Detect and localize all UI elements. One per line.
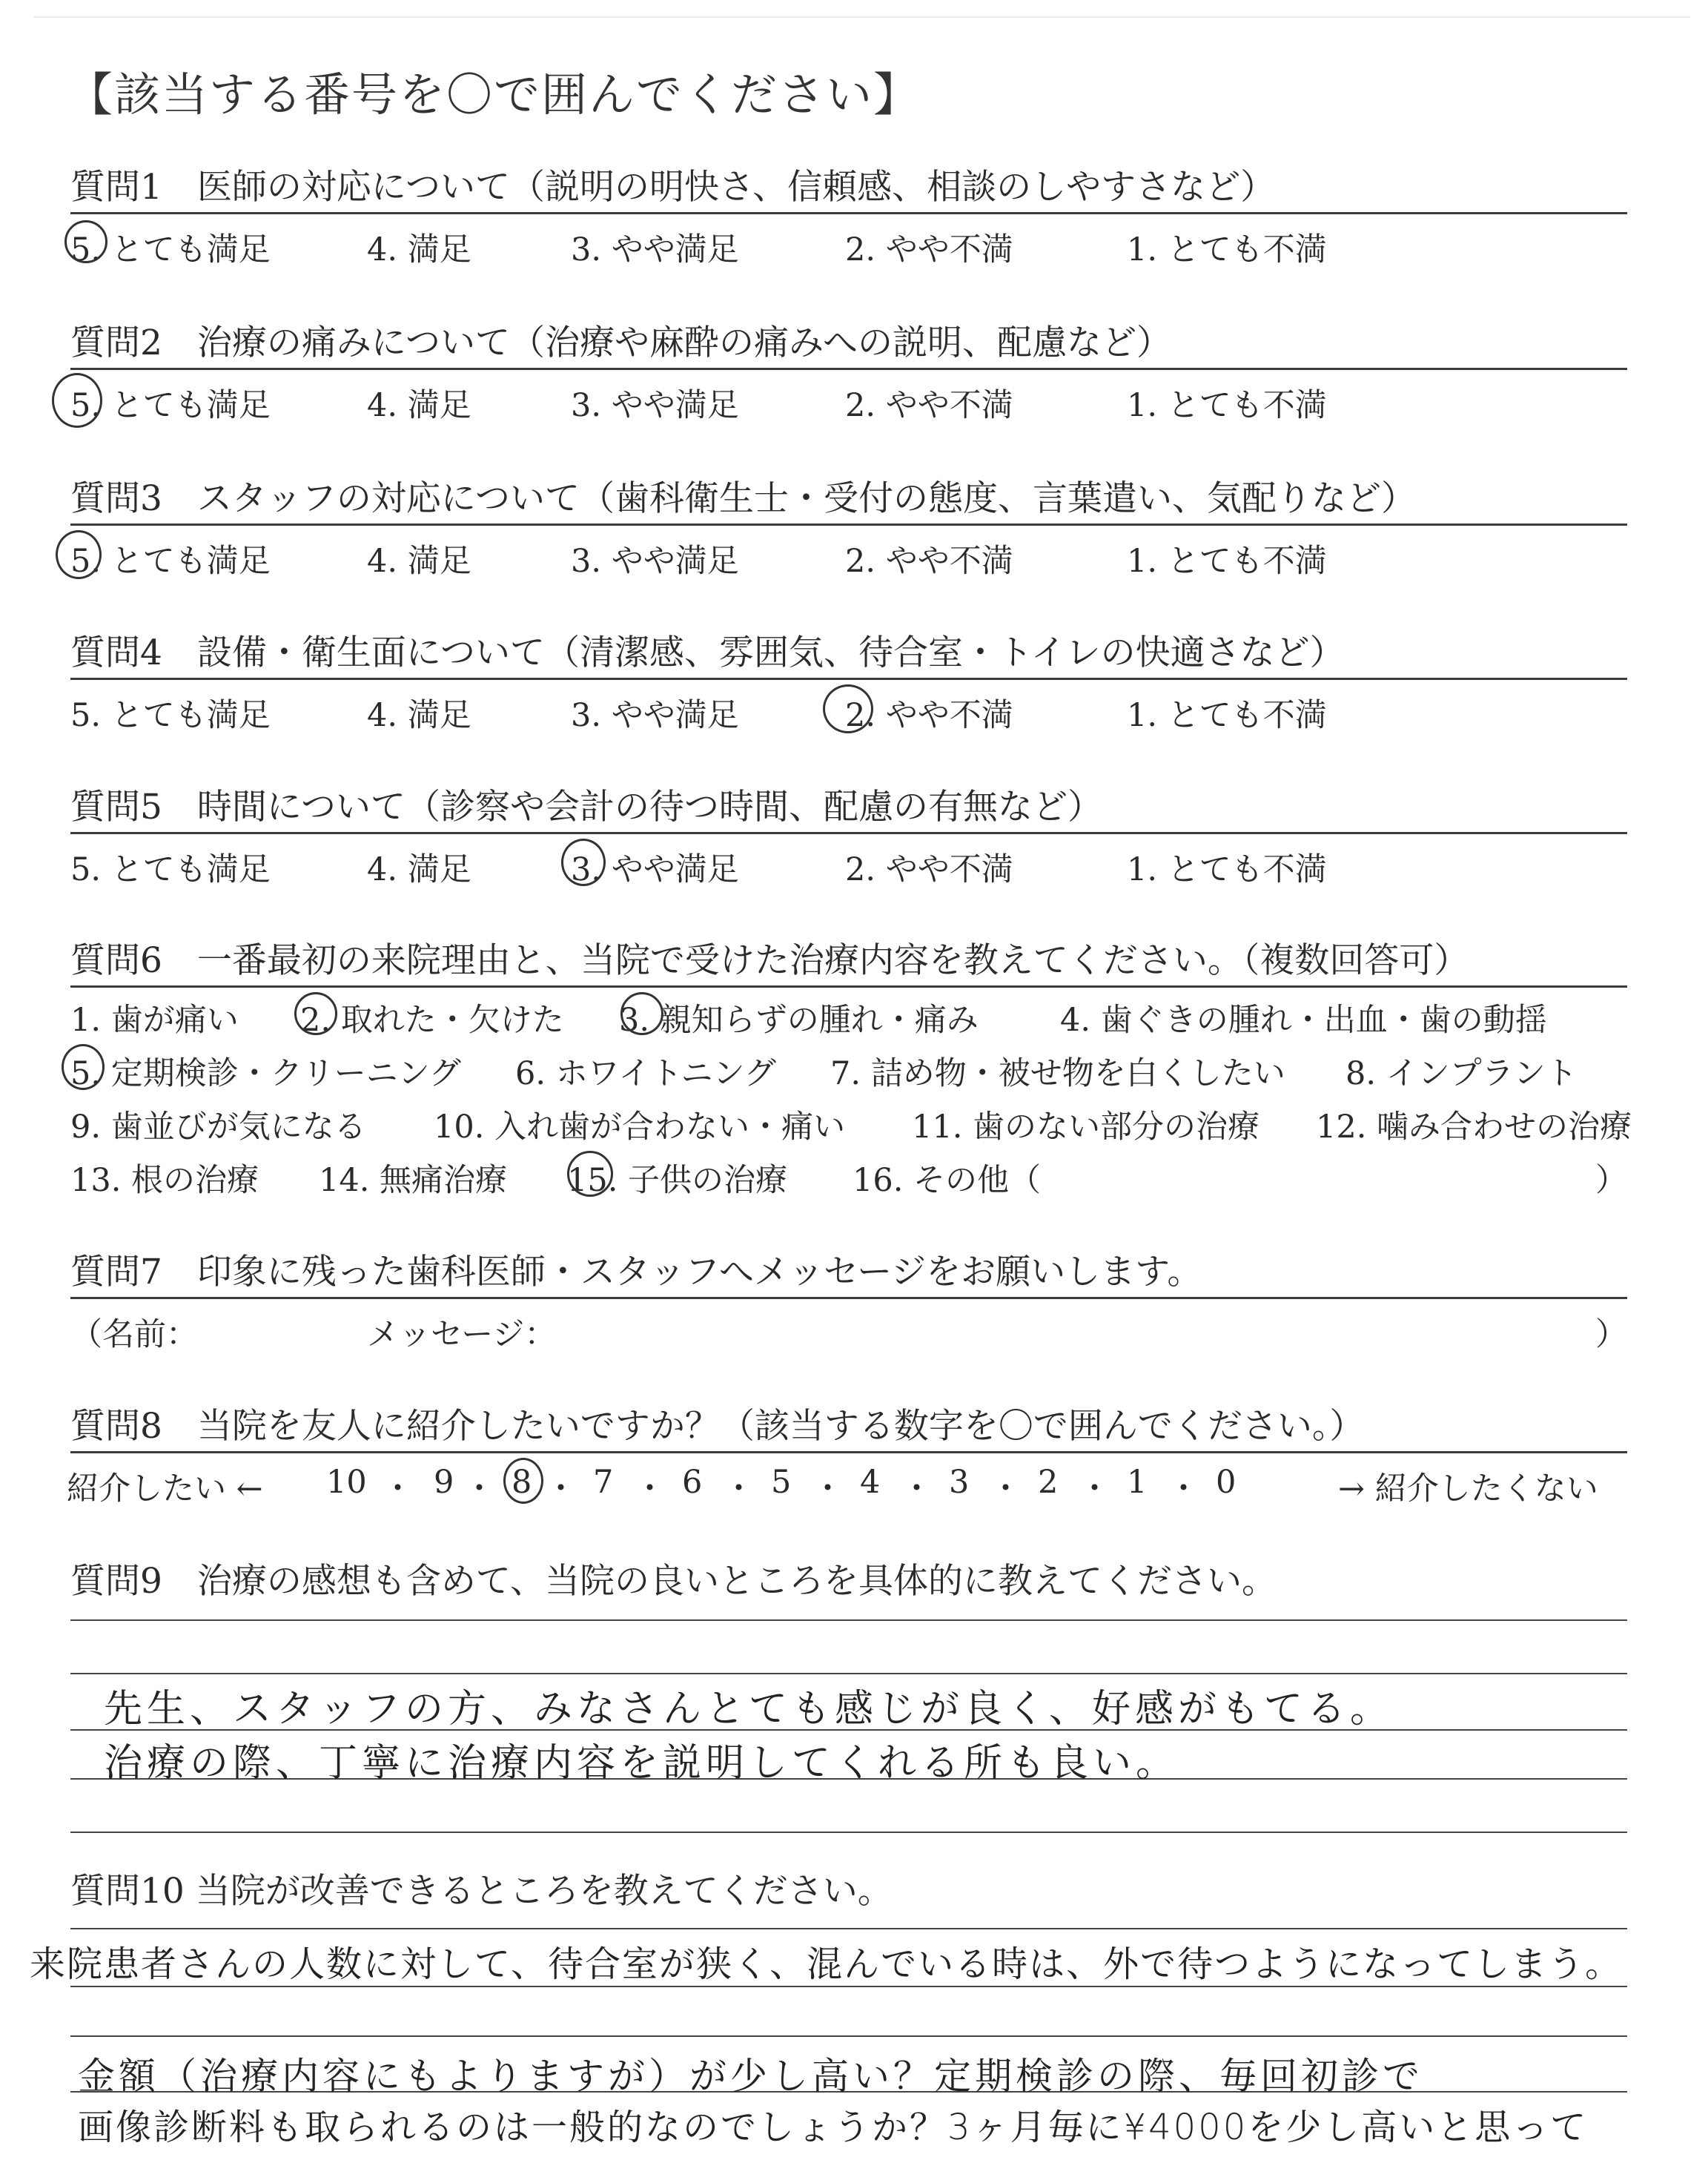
question-5 bbox=[70, 785, 1627, 888]
option-11[interactable]: 11. 歯のない部分の治療 bbox=[912, 1109, 1260, 1146]
option-4[interactable]: 4. 満足 bbox=[367, 697, 471, 734]
option-3[interactable]: 3. やや満足 bbox=[571, 543, 739, 580]
answer-line bbox=[70, 1832, 1627, 1833]
option-15[interactable]: 15. 子供の治療 bbox=[567, 1162, 788, 1199]
selection-circle bbox=[52, 373, 102, 428]
question-2 bbox=[70, 320, 1627, 423]
message-label: メッセージ： bbox=[367, 1316, 557, 1353]
selection-circle bbox=[561, 839, 606, 886]
option-row bbox=[70, 1148, 1627, 1201]
handwritten-answer: 先生、スタッフの方、みなさんとても感じが良く、好感がもてる。 bbox=[104, 1687, 1393, 1731]
option-1[interactable]: 1. とても不満 bbox=[1127, 851, 1327, 888]
selection-circle bbox=[567, 1151, 613, 1197]
scale-1[interactable]: 1 bbox=[1127, 1464, 1148, 1501]
selection-circle bbox=[503, 1458, 543, 1504]
close-paren: ） bbox=[1595, 1316, 1627, 1353]
scale-7[interactable]: 7 bbox=[593, 1464, 614, 1501]
scale-3[interactable]: 3 bbox=[949, 1464, 970, 1501]
option-4[interactable]: 4. 満足 bbox=[367, 231, 471, 268]
option-1[interactable]: 1. とても不満 bbox=[1127, 543, 1327, 580]
selection-circle bbox=[64, 220, 107, 263]
scale-dot: ・ bbox=[1079, 1470, 1110, 1507]
message-row bbox=[70, 1299, 1627, 1353]
option-2[interactable]: 2. 取れた・欠けた bbox=[300, 1002, 564, 1039]
scale-dot: ・ bbox=[545, 1470, 577, 1507]
scale-right-label: → 紹介したくない bbox=[1338, 1470, 1598, 1507]
name-label: （名前： bbox=[70, 1316, 198, 1353]
question-7 bbox=[70, 1249, 1627, 1353]
option-row bbox=[70, 1094, 1632, 1148]
selection-circle bbox=[62, 1044, 105, 1090]
question-title: 質問1 医師の対応について（説明の明快さ、信頼感、相談のしやすさなど） bbox=[70, 167, 1276, 208]
option-3[interactable]: 3. やや満足 bbox=[571, 387, 739, 424]
scale-9[interactable]: 9 bbox=[434, 1464, 454, 1501]
question-9 bbox=[70, 1559, 1627, 1605]
option-10[interactable]: 10. 入れ歯が合わない・痛い bbox=[434, 1109, 846, 1146]
scale-10[interactable]: 10 bbox=[326, 1464, 367, 1501]
option-row bbox=[70, 988, 1627, 1041]
scale-dot: ・ bbox=[812, 1470, 844, 1507]
question-3 bbox=[70, 476, 1627, 579]
option-3[interactable]: 3. 親知らずの腫れ・痛み bbox=[619, 1002, 979, 1039]
page-header: 【該当する番号を〇で囲んでください】 bbox=[67, 67, 921, 122]
scale-dot: ・ bbox=[463, 1470, 495, 1507]
scale-4[interactable]: 4 bbox=[860, 1464, 881, 1501]
scale-6[interactable]: 6 bbox=[682, 1464, 703, 1501]
handwritten-answer: 来院患者さんの人数に対して、待合室が狭く、混んでいる時は、外で待つようになってしまう。 bbox=[30, 1943, 1623, 1985]
question-6 bbox=[70, 938, 1632, 1201]
rating-options bbox=[70, 370, 1627, 423]
option-2[interactable]: 2. やや不満 bbox=[845, 697, 1013, 734]
question-title: 質問9 治療の感想も含めて、当院の良いところを具体的に教えてください。 bbox=[70, 1561, 1277, 1602]
option-2[interactable]: 2. やや不満 bbox=[845, 851, 1013, 888]
option-12[interactable]: 12. 噛み合わせの治療 bbox=[1316, 1109, 1632, 1146]
option-5[interactable]: 5. とても満足 bbox=[70, 543, 271, 580]
selection-circle bbox=[56, 530, 102, 579]
scale-0[interactable]: 0 bbox=[1216, 1464, 1237, 1501]
answer-line bbox=[70, 1928, 1627, 1929]
scale-dot: ・ bbox=[990, 1470, 1022, 1507]
question-title: 質問4 設備・衛生面について（清潔感、雰囲気、待合室・トイレの快適さなど） bbox=[70, 633, 1345, 673]
option-5[interactable]: 5. とても満足 bbox=[70, 387, 271, 424]
option-6[interactable]: 6. ホワイトニング bbox=[515, 1055, 776, 1092]
option-5[interactable]: 5. 定期検診・クリーニング bbox=[70, 1055, 461, 1092]
handwritten-answer: 金額（治療内容にもよりますが）が少し高い？定期検診の際、毎回初診で bbox=[78, 2055, 1423, 2098]
rating-options bbox=[70, 526, 1627, 579]
option-1[interactable]: 1. 歯が痛い bbox=[70, 1002, 239, 1039]
option-4[interactable]: 4. 満足 bbox=[367, 851, 471, 888]
option-4[interactable]: 4. 歯ぐきの腫れ・出血・歯の動揺 bbox=[1060, 1002, 1547, 1039]
option-1[interactable]: 1. とても不満 bbox=[1127, 387, 1327, 424]
option-2[interactable]: 2. やや不満 bbox=[845, 231, 1013, 268]
scale-dot: ・ bbox=[634, 1470, 666, 1507]
scale-dot: ・ bbox=[1168, 1470, 1199, 1507]
option-5[interactable]: 5. とても満足 bbox=[70, 851, 271, 888]
top-border bbox=[33, 16, 1690, 18]
selection-circle bbox=[823, 684, 873, 733]
scale-dot: ・ bbox=[723, 1470, 755, 1507]
scale-8[interactable]: 8 bbox=[512, 1464, 532, 1501]
option-2[interactable]: 2. やや不満 bbox=[845, 543, 1013, 580]
scale-5[interactable]: 5 bbox=[771, 1464, 792, 1501]
question-title: 質問2 治療の痛みについて（治療や麻酔の痛みへの説明、配慮など） bbox=[70, 323, 1172, 363]
option-5[interactable]: 5. とても満足 bbox=[70, 697, 271, 734]
option-5[interactable]: 5. とても満足 bbox=[70, 231, 271, 268]
handwritten-answer: 治療の際、丁寧に治療内容を説明してくれる所も良い。 bbox=[104, 1741, 1179, 1786]
selection-circle bbox=[620, 992, 663, 1035]
rating-options bbox=[70, 834, 1627, 888]
rating-options bbox=[70, 680, 1627, 733]
option-3[interactable]: 3. やや満足 bbox=[571, 231, 739, 268]
option-4[interactable]: 4. 満足 bbox=[367, 543, 471, 580]
option-1[interactable]: 1. とても不満 bbox=[1127, 697, 1327, 734]
question-title: 質問5 時間について（診察や会計の待つ時間、配慮の有無など） bbox=[70, 787, 1102, 828]
option-2[interactable]: 2. やや不満 bbox=[845, 387, 1013, 424]
recommend-scale bbox=[67, 1453, 1627, 1507]
answer-line bbox=[70, 2035, 1627, 2037]
option-9[interactable]: 9. 歯並びが気になる bbox=[70, 1109, 366, 1146]
option-13[interactable]: 13. 根の治療 bbox=[70, 1162, 259, 1199]
handwritten-answer: 画像診断料も取られるのは一般的なのでしょうか？3ヶ月毎に¥4000を少し高いと思って bbox=[78, 2107, 1589, 2148]
scale-dot: ・ bbox=[901, 1470, 933, 1507]
question-title: 質問3 スタッフの対応について（歯科衛生士・受付の態度、言葉遣い、気配りなど） bbox=[70, 478, 1416, 519]
option-7[interactable]: 7. 詰め物・被せ物を白くしたい bbox=[830, 1055, 1285, 1092]
question-title: 質問10 当院が改善できるところを教えてください。 bbox=[70, 1871, 893, 1912]
option-16[interactable]: 16. その他（ bbox=[853, 1162, 1042, 1199]
option-1[interactable]: 1. とても不満 bbox=[1127, 231, 1327, 268]
answer-line bbox=[70, 1619, 1627, 1621]
answer-line bbox=[70, 1673, 1627, 1674]
option-4[interactable]: 4. 満足 bbox=[367, 387, 471, 424]
scale-dot: ・ bbox=[382, 1470, 414, 1507]
option-row bbox=[70, 1041, 1627, 1094]
rating-options bbox=[70, 214, 1627, 268]
scale-left-label: 紹介したい ← bbox=[67, 1470, 263, 1507]
question-10 bbox=[70, 1869, 1627, 1915]
question-title: 質問8 当院を友人に紹介したいですか？（該当する数字を〇で囲んでください。） bbox=[70, 1406, 1365, 1447]
option-3[interactable]: 3. やや満足 bbox=[571, 697, 739, 734]
option-8[interactable]: 8. インプラント bbox=[1345, 1055, 1578, 1092]
option-3[interactable]: 3. やや満足 bbox=[571, 851, 739, 888]
question-8 bbox=[67, 1404, 1627, 1507]
close-paren: ） bbox=[1595, 1162, 1627, 1199]
option-14[interactable]: 14. 無痛治療 bbox=[319, 1162, 508, 1199]
question-title: 質問6 一番最初の来院理由と、当院で受けた治療内容を教えてください。（複数回答可） bbox=[70, 940, 1469, 981]
question-title: 質問7 印象に残った歯科医師・スタッフへメッセージをお願いします。 bbox=[70, 1252, 1202, 1292]
question-1 bbox=[70, 165, 1627, 268]
question-4 bbox=[70, 630, 1627, 733]
selection-circle bbox=[294, 992, 337, 1035]
scale-2[interactable]: 2 bbox=[1038, 1464, 1059, 1501]
